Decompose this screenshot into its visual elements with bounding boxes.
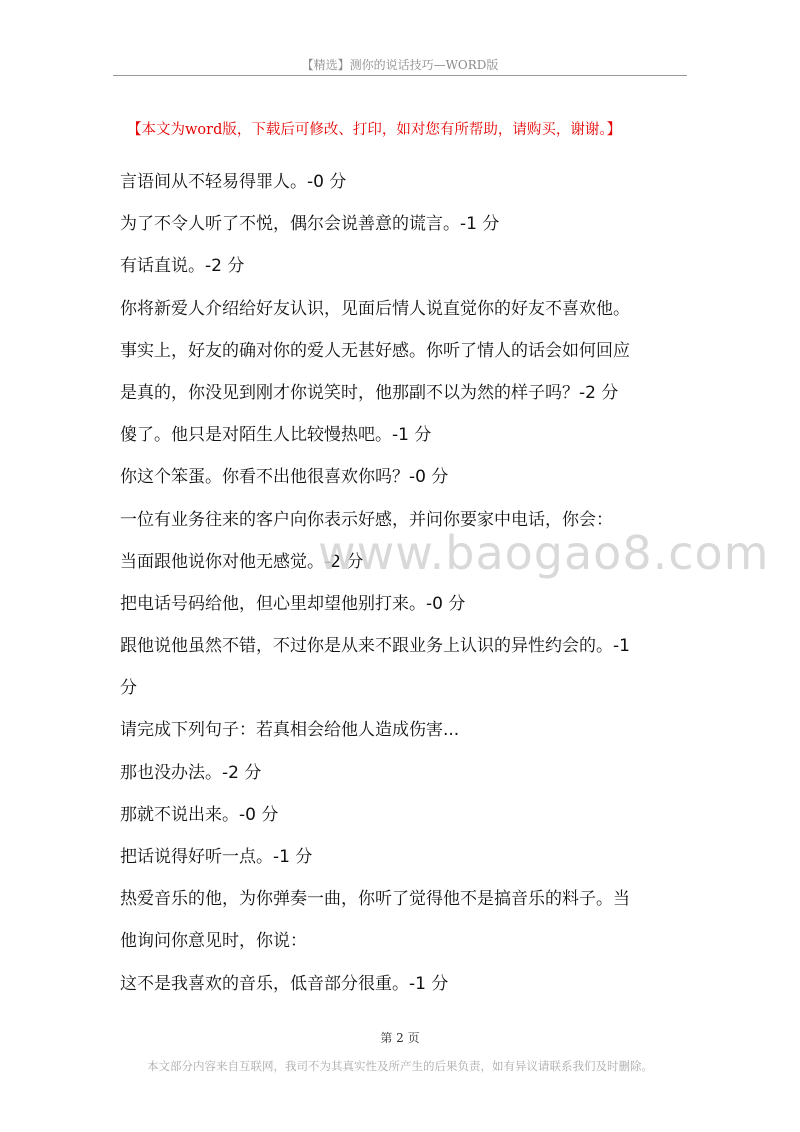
body-line: 那也没办法。-2 分 — [120, 762, 262, 783]
purchase-notice: 【本文为word版，下载后可修改、打印，如对您有所帮助，请购买，谢谢。】 — [127, 122, 622, 138]
body-line: 这不是我喜欢的音乐，低音部分很重。-1 分 — [120, 973, 449, 994]
body-line: 有话直说。-2 分 — [120, 256, 245, 277]
body-line: 是真的，你没见到刚才你说笑时，他那副不以为然的样子吗？-2 分 — [120, 382, 619, 403]
footer-disclaimer: 本文部分内容来自互联网，我司不为其真实性及所产生的后果负责，如有异议请联系我们及时删除。 — [147, 1059, 653, 1073]
body-line: 当面跟他说你对他无感觉。-2 分 — [120, 551, 364, 572]
document-body — [120, 168, 690, 1012]
body-line: 你这个笨蛋。你看不出他很喜欢你吗？-0 分 — [120, 467, 449, 488]
body-line: 一位有业务往来的客户向你表示好感，并问你要家中电话，你会： — [120, 509, 613, 530]
body-line: 你将新爱人介绍给好友认识，见面后情人说直觉你的好友不喜欢他。 — [120, 298, 630, 319]
body-line: 他询问你意见时，你说： — [120, 931, 307, 952]
body-line: 为了不令人听了不悦，偶尔会说善意的谎言。-1 分 — [120, 214, 500, 235]
watermark-text: www.baogao8.com — [318, 526, 770, 580]
body-line: 言语间从不轻易得罪人。-0 分 — [120, 172, 347, 192]
body-line: 把电话号码给他，但心里却望他别打来。-0 分 — [120, 593, 466, 614]
body-line: 分 — [120, 678, 137, 699]
body-line: 事实上，好友的确对你的爱人无甚好感。你听了情人的话会如何回应 — [120, 340, 630, 361]
body-line: 傻了。他只是对陌生人比较慢热吧。-1 分 — [120, 425, 432, 446]
page-header-title: 【精选】测你的说话技巧—WORD版 — [301, 58, 499, 72]
header-divider — [113, 75, 687, 76]
body-line: 请完成下列句子：若真相会给他人造成伤害... — [120, 720, 460, 741]
body-line: 把话说得好听一点。-1 分 — [120, 847, 313, 867]
body-line: 跟他说他虽然不错，不过你是从来不跟业务上认识的异性约会的。-1 — [120, 636, 630, 657]
body-line: 那就不说出来。-0 分 — [120, 804, 279, 825]
page-number: 第 2 页 — [380, 1031, 420, 1045]
body-line: 热爱音乐的他，为你弹奏一曲，你听了觉得他不是搞音乐的料子。当 — [120, 889, 630, 910]
